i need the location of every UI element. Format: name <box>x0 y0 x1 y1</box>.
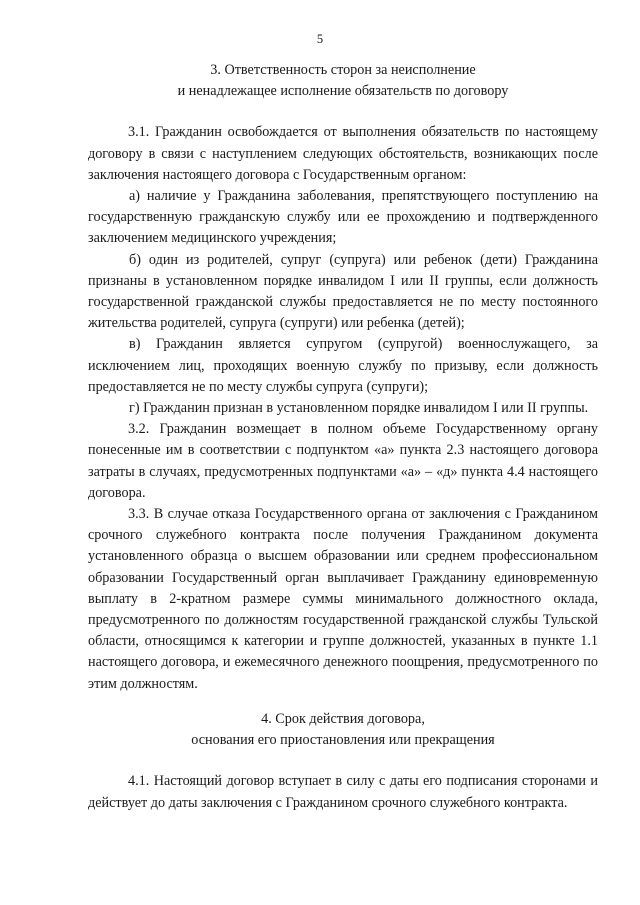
paragraph-4-1: 4.1. Настоящий договор вступает в силу с даты его подписания сторонами и действует до даты заключения с Гражданином срочного служебного контракта. <box>88 773 598 811</box>
list-item-b: б) один из родителей, супруг (супруга) или ребенок (дети) Гражданина признаны в установленном порядке инвалидом I или II группы, если должность государственной гражданской службы предоставляется не по месту постоянного жительства родителей, супруга (супруги) или ребенка (детей); <box>88 251 598 332</box>
list-item-g: г) Гражданин признан в установленном порядке инвалидом I или II группы. <box>129 400 589 417</box>
list-item-a: а) наличие у Гражданина заболевания, препятствующего поступлению на государственную гражданскую службу или ее прохождению и подтвержденного заключением медицинского учреждения; <box>88 188 598 247</box>
paragraph-3-3: 3.3. В случае отказа Государственного органа от заключения с Гражданином срочного служебного контракта после получения Гражданином документа установленного образца о высшем образовании или среднем профессиональном образовании Государственный орган выплачивает Гражданину единовременную выплату в 2-кратном размере суммы минимального должностного оклада, предусмотренного по должностям государственной гражданской службы Тульской области, относящимся к категории и группе должностей, указанных в пункте 1.1 настоящего договора, и ежемесячного денежного поощрения, предусмотренного по этим должностям. <box>88 506 598 692</box>
list-item-v: в) Гражданин является супругом (супругой) военнослужащего, за исключением лиц, проходящих военную службу по призыву, если должность предоставляется не по месту службы супруга (супруги); <box>88 336 598 395</box>
section-4-title <box>88 709 598 751</box>
document-body <box>88 60 598 814</box>
paragraph-3-1: 3.1. Гражданин освобождается от выполнения обязательств по настоящему договору в связи с наступлением следующих обстоятельств, возникающих после заключения настоящего договора с Государственным органом: <box>88 124 598 183</box>
paragraph-3-2: 3.2. Гражданин возмещает в полном объеме Государственному органу понесенные им в соответствии с подпунктом «а» пункта 2.3 настоящего договора затраты в случаях, предусмотренных подпунктами «а» – «д» пункта 4.4 настоящего договора. <box>88 421 598 501</box>
section-4-title-line-2: основания его приостановления или прекращения <box>191 732 495 749</box>
page-number: 5 <box>316 32 324 46</box>
section-3-title <box>88 60 598 102</box>
section-3-title-line-2: и ненадлежащее исполнение обязательств по договору <box>177 83 509 100</box>
section-3-title-line-1: 3. Ответственность сторон за неисполнение <box>210 62 476 78</box>
section-4-title-line-1: 4. Срок действия договора, <box>261 710 425 727</box>
